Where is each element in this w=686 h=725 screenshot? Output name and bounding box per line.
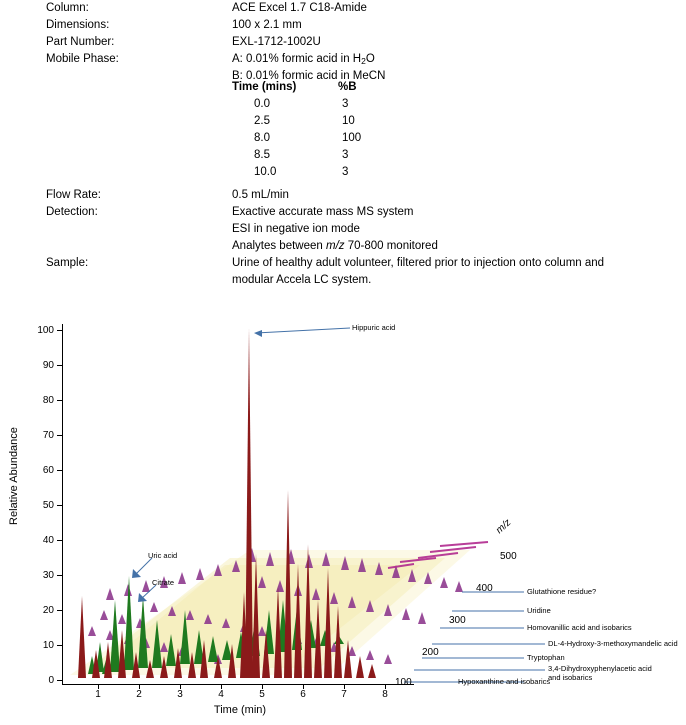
method-value: Exactive accurate mass MS system bbox=[232, 206, 414, 218]
gradient-percent-b: 3 bbox=[342, 98, 349, 110]
x-tick-mark bbox=[180, 684, 181, 689]
method-value: 0.5 mL/min bbox=[232, 189, 289, 201]
gradient-row bbox=[232, 96, 452, 113]
y-tick-mark bbox=[57, 365, 62, 366]
gradient-row bbox=[232, 164, 452, 181]
gradient-header-time: Time (mins) bbox=[232, 81, 297, 93]
y-tick-label: 90 bbox=[42, 360, 54, 371]
method-value: ACE Excel 1.7 C18-Amide bbox=[232, 2, 367, 14]
y-tick-label: 20 bbox=[42, 605, 54, 616]
y-tick-label: 60 bbox=[42, 465, 54, 476]
callout-homovanillic-acid: Homovanillic acid and isobarics bbox=[527, 623, 632, 632]
gradient-time: 0.0 bbox=[254, 98, 270, 110]
method-label: Flow Rate: bbox=[46, 189, 101, 201]
gradient-time: 10.0 bbox=[254, 166, 277, 178]
mobile-phase-a-pre: A: 0.01% formic acid in H bbox=[232, 53, 362, 65]
x-tick-mark bbox=[385, 684, 386, 689]
y-tick-mark bbox=[57, 505, 62, 506]
mobile-phase-a-post: O bbox=[365, 53, 375, 65]
chart-canvas bbox=[0, 300, 686, 725]
y-tick-label: 70 bbox=[42, 430, 54, 441]
x-axis-title: Time (min) bbox=[213, 704, 267, 716]
gradient-time: 8.0 bbox=[254, 132, 270, 144]
method-value: 100 x 2.1 mm bbox=[232, 19, 302, 31]
y-tick-mark bbox=[57, 330, 62, 331]
x-tick-label: 8 bbox=[382, 689, 388, 700]
y-tick-mark bbox=[57, 680, 62, 681]
x-tick-label: 6 bbox=[300, 689, 306, 700]
x-tick-mark bbox=[344, 684, 345, 689]
chromatogram-3d-chart bbox=[0, 300, 686, 725]
gradient-table bbox=[232, 79, 452, 181]
method-row bbox=[0, 0, 686, 17]
x-tick-mark bbox=[262, 684, 263, 689]
x-tick-label: 5 bbox=[259, 689, 265, 700]
method-label: Part Number: bbox=[46, 36, 115, 48]
method-row bbox=[0, 204, 686, 221]
method-row bbox=[0, 34, 686, 51]
y-tick-label: 30 bbox=[42, 570, 54, 581]
gradient-percent-b: 100 bbox=[342, 132, 362, 144]
callout-glutathione-residue: Glutathione residue? bbox=[527, 587, 597, 596]
gradient-header-percent-b: %B bbox=[338, 81, 357, 93]
y-tick-label: 100 bbox=[37, 325, 54, 336]
analyte-range-pre: Analytes between bbox=[232, 240, 326, 252]
y-axis-title: Relative Abundance bbox=[8, 427, 20, 525]
x-tick-label: 2 bbox=[136, 689, 142, 700]
mz-italic: m/z bbox=[325, 240, 345, 252]
method-value: modular Accela LC system. bbox=[232, 274, 372, 286]
method-row bbox=[0, 221, 686, 238]
gradient-percent-b: 3 bbox=[342, 149, 349, 161]
x-tick-label: 7 bbox=[341, 689, 347, 700]
method-row bbox=[0, 238, 686, 255]
mz-tick-label: 400 bbox=[476, 583, 493, 594]
method-value: Urine of healthy adult volunteer, filtered prior to injection onto column and bbox=[232, 257, 605, 269]
y-tick-mark bbox=[57, 400, 62, 401]
annotation-uric-acid: Uric acid bbox=[148, 551, 178, 560]
callout-tryptophan: Tryptophan bbox=[527, 653, 565, 662]
x-tick-mark bbox=[139, 684, 140, 689]
x-tick-mark bbox=[303, 684, 304, 689]
gradient-header-row bbox=[232, 79, 452, 96]
y-tick-mark bbox=[57, 540, 62, 541]
callout-dihydroxyphenylacetic-acid-line2: and isobarics bbox=[548, 673, 593, 682]
gradient-row bbox=[232, 113, 452, 130]
mz-tick-label: 500 bbox=[500, 551, 517, 562]
y-tick-label: 10 bbox=[42, 640, 54, 651]
y-tick-mark bbox=[57, 470, 62, 471]
y-tick-label: 50 bbox=[42, 500, 54, 511]
x-tick-mark bbox=[98, 684, 99, 689]
mz-tick-label: 100 bbox=[395, 677, 412, 688]
method-row bbox=[0, 17, 686, 34]
annotation-citrate: Citrate bbox=[152, 578, 175, 587]
side-callout-lines bbox=[404, 592, 545, 682]
y-tick-mark bbox=[57, 610, 62, 611]
x-tick-label: 3 bbox=[177, 689, 183, 700]
method-value: B: 0.01% formic acid in MeCN bbox=[232, 70, 386, 82]
callout-dihydroxyphenylacetic-acid: 3,4-Dihydroxyphenylacetic acid bbox=[548, 664, 652, 673]
y-tick-mark bbox=[57, 575, 62, 576]
gradient-percent-b: 3 bbox=[342, 166, 349, 178]
method-row bbox=[0, 255, 686, 272]
method-label: Dimensions: bbox=[46, 19, 110, 31]
mobile-phase-a-subscript: 2 bbox=[361, 56, 366, 66]
method-value bbox=[232, 238, 438, 255]
x-tick-label: 4 bbox=[218, 689, 224, 700]
gradient-time: 2.5 bbox=[254, 115, 270, 127]
method-parameters-table bbox=[0, 0, 686, 286]
method-label: Column: bbox=[46, 2, 89, 14]
y-tick-label: 40 bbox=[42, 535, 54, 546]
callout-hypoxanthine: Hypoxanthine and isobarics bbox=[458, 677, 551, 686]
method-label: Mobile Phase: bbox=[46, 53, 119, 65]
gradient-row bbox=[232, 130, 452, 147]
y-axis-line bbox=[62, 324, 63, 684]
callout-hydroxy-methoxymandelic-acid: DL-4-Hydroxy-3-methoxymandelic acid bbox=[548, 639, 678, 648]
method-row bbox=[0, 187, 686, 204]
gradient-row bbox=[232, 147, 452, 164]
x-tick-label: 1 bbox=[95, 689, 101, 700]
x-axis-line bbox=[62, 684, 414, 685]
gradient-time: 8.5 bbox=[254, 149, 270, 161]
y-tick-label: 80 bbox=[42, 395, 54, 406]
method-label: Sample: bbox=[46, 257, 89, 269]
y-tick-label: 0 bbox=[48, 675, 54, 686]
annotation-hippuric-acid: Hippuric acid bbox=[352, 323, 396, 332]
y-tick-mark bbox=[57, 435, 62, 436]
callout-uridine: Uridine bbox=[527, 606, 551, 615]
method-row bbox=[0, 51, 686, 68]
gradient-percent-b: 10 bbox=[342, 115, 355, 127]
method-label: Detection: bbox=[46, 206, 98, 218]
y-tick-mark bbox=[57, 645, 62, 646]
mz-tick-label: 200 bbox=[422, 647, 439, 658]
method-value: ESI in negative ion mode bbox=[232, 223, 360, 235]
analyte-range-post: 70-800 monitored bbox=[344, 240, 438, 252]
method-row bbox=[0, 272, 686, 289]
mz-axis-title: m/z bbox=[494, 517, 514, 537]
method-value: EXL-1712-1002U bbox=[232, 36, 321, 48]
method-parameters-table-lower bbox=[0, 187, 686, 289]
mz-tick-label: 300 bbox=[449, 615, 466, 626]
x-tick-mark bbox=[221, 684, 222, 689]
